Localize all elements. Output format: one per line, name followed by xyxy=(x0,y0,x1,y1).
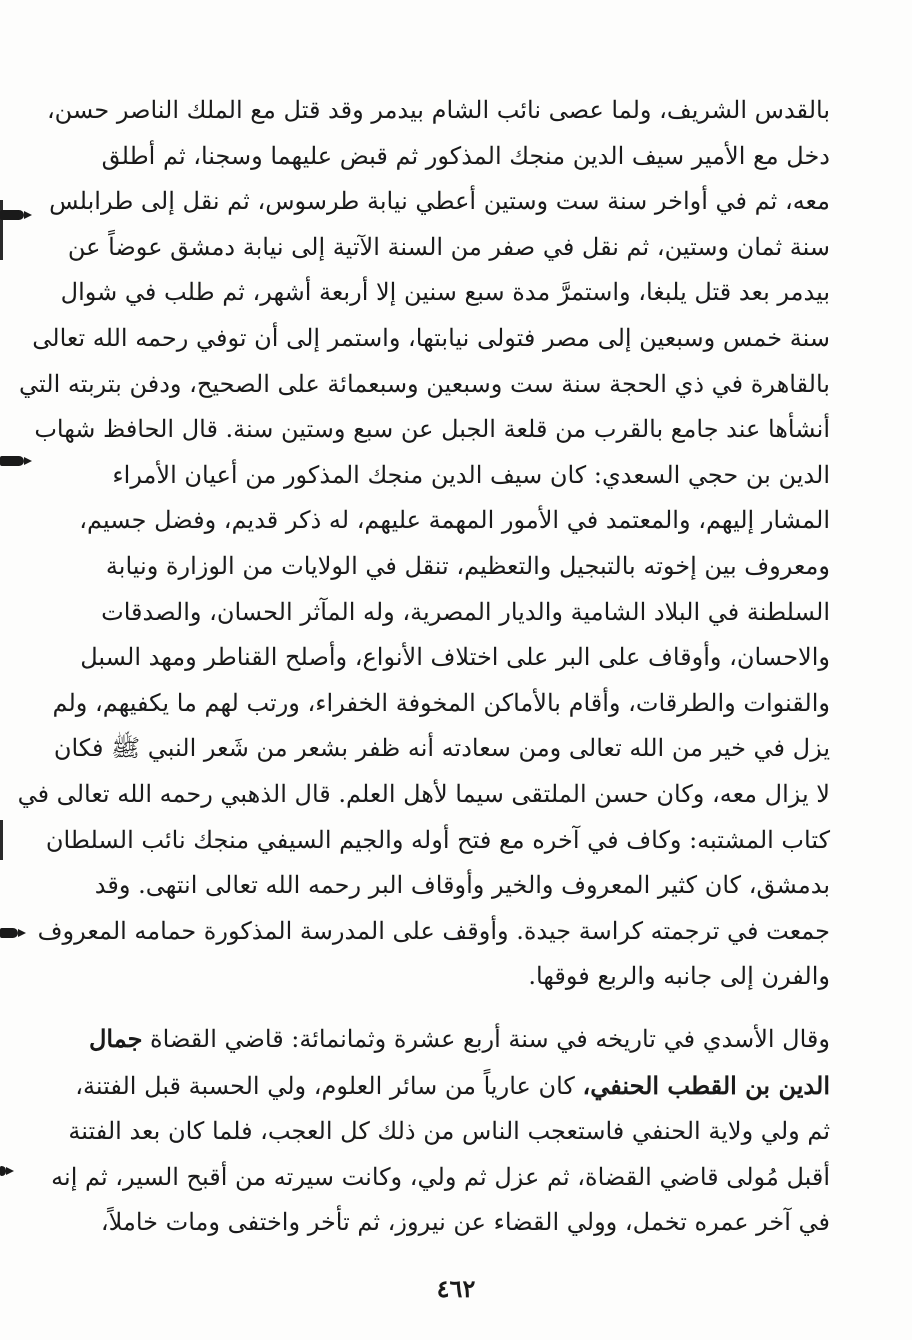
text-line: بالقدس الشريف، ولما عصى نائب الشام بيدمر وقد قتل مع الملك الناصر حسن، xyxy=(46,96,830,124)
text-line: والفرن إلى جانبه والربع فوقها. xyxy=(528,962,830,991)
text-line: بدمشق، كان كثير المعروف والخير وأوقاف البر رحمه الله تعالى انتهى. وقد xyxy=(94,871,830,900)
page-edge-line xyxy=(0,200,3,260)
text-line: بيدمر بعد قتل يلبغا، واستمرَّ مدة سبع سنين إلا أربعة أشهر، ثم طلب في شوال xyxy=(60,278,830,307)
text-line xyxy=(88,1016,830,1063)
text-line: والقنوات والطرقات، وأقام بالأماكن المخوفة الخفراء، ورتب لهم ما يكفيهم، ولم xyxy=(52,688,830,717)
margin-arrow-mark xyxy=(0,928,18,938)
text-line: سنة ثمان وستين، ثم نقل في صفر من السنة الآتية إلى نيابة دمشق عوضاً عن xyxy=(67,232,830,261)
text-run: كان عارياً من سائر العلوم، ولي الحسبة قبل الفتنة، xyxy=(75,1071,583,1100)
paragraph-biography xyxy=(51,1016,830,1246)
text-line: ثم ولي ولاية الحنفي فاستعجب الناس من ذلك كل العجب، فلما كان بعد الفتنة xyxy=(68,1117,830,1146)
text-line: أنشأها عند جامع بالقرب من قلعة الجبل عن سبع وستين سنة. قال الحافظ شهاب xyxy=(34,415,830,444)
text-line: يزل في خير من الله تعالى ومن سعادته أنه ظفر بشعر من شَعر النبي ﷺ فكان xyxy=(53,734,830,763)
text-line: ومعروف بين إخوته بالتبجيل والتعظيم، تنقل في الولايات من الوزارة ونيابة xyxy=(105,551,830,580)
person-name-bold: الدين بن القطب الحنفي، xyxy=(582,1070,830,1100)
text-line: أقبل مُولى قاضي القضاة، ثم عزل ثم ولي، وكانت سيرته من أقبح السير، ثم إنه xyxy=(51,1162,830,1191)
person-name-bold: جمال xyxy=(88,1024,143,1053)
text-line: دخل مع الأمير سيف الدين منجك المذكور ثم قبض عليهما وسجنا، ثم أطلق xyxy=(101,141,830,170)
margin-arrow-mark xyxy=(0,210,24,220)
text-line: سنة خمس وسبعين إلى مصر فتولى نيابتها، واستمر إلى أن توفي رحمه الله تعالى xyxy=(32,323,830,352)
text-line: جمعت في ترجمته كراسة جيدة. وأوقف على المدرسة المذكورة حمامه المعروف xyxy=(37,916,830,945)
page-number: ٤٦٢ xyxy=(436,1274,476,1303)
text-line: بالقاهرة في ذي الحجة سنة ست وسبعين وسبعمائة على الصحيح، ودفن بتربته التي xyxy=(19,369,830,398)
paragraph-main xyxy=(17,88,830,1000)
text-line: المشار إليهم، والمعتمد في الأمور المهمة عليهم، له ذكر قديم، وفضل جسيم، xyxy=(79,506,830,535)
text-line: في آخر عمره تخمل، وولي القضاء عن نيروز، ثم تأخر واختفى ومات خاملاً، xyxy=(100,1208,830,1237)
text-line: كتاب المشتبه: وكاف في آخره مع فتح أوله والجيم السيفي منجك نائب السلطان xyxy=(45,825,830,854)
text-line xyxy=(75,1063,830,1110)
text-line: الدين بن حجي السعدي: كان سيف الدين منجك المذكور من أعيان الأمراء xyxy=(112,460,830,489)
text-line: والاحسان، وأوقاف على البر على اختلاف الأنواع، وأصلح القناطر ومهد السبل xyxy=(80,643,830,672)
text-line: لا يزال معه، وكان حسن الملتقى سيما لأهل العلم. قال الذهبي رحمه الله تعالى في xyxy=(17,779,830,808)
page-edge-line xyxy=(0,820,3,860)
margin-arrow-mark xyxy=(0,456,24,466)
text-run: وقال الأسدي في تاريخه في سنة أربع عشرة وثمانمائة: قاضي القضاة xyxy=(142,1025,830,1053)
text-line: السلطنة في البلاد الشامية والديار المصرية، وله المآثر الحسان، والصدقات xyxy=(101,597,830,626)
text-line: معه، ثم في أواخر سنة ست وستين أعطي نيابة طرسوس، ثم نقل إلى طرابلس xyxy=(49,187,830,216)
margin-arrow-mark xyxy=(0,1166,6,1176)
